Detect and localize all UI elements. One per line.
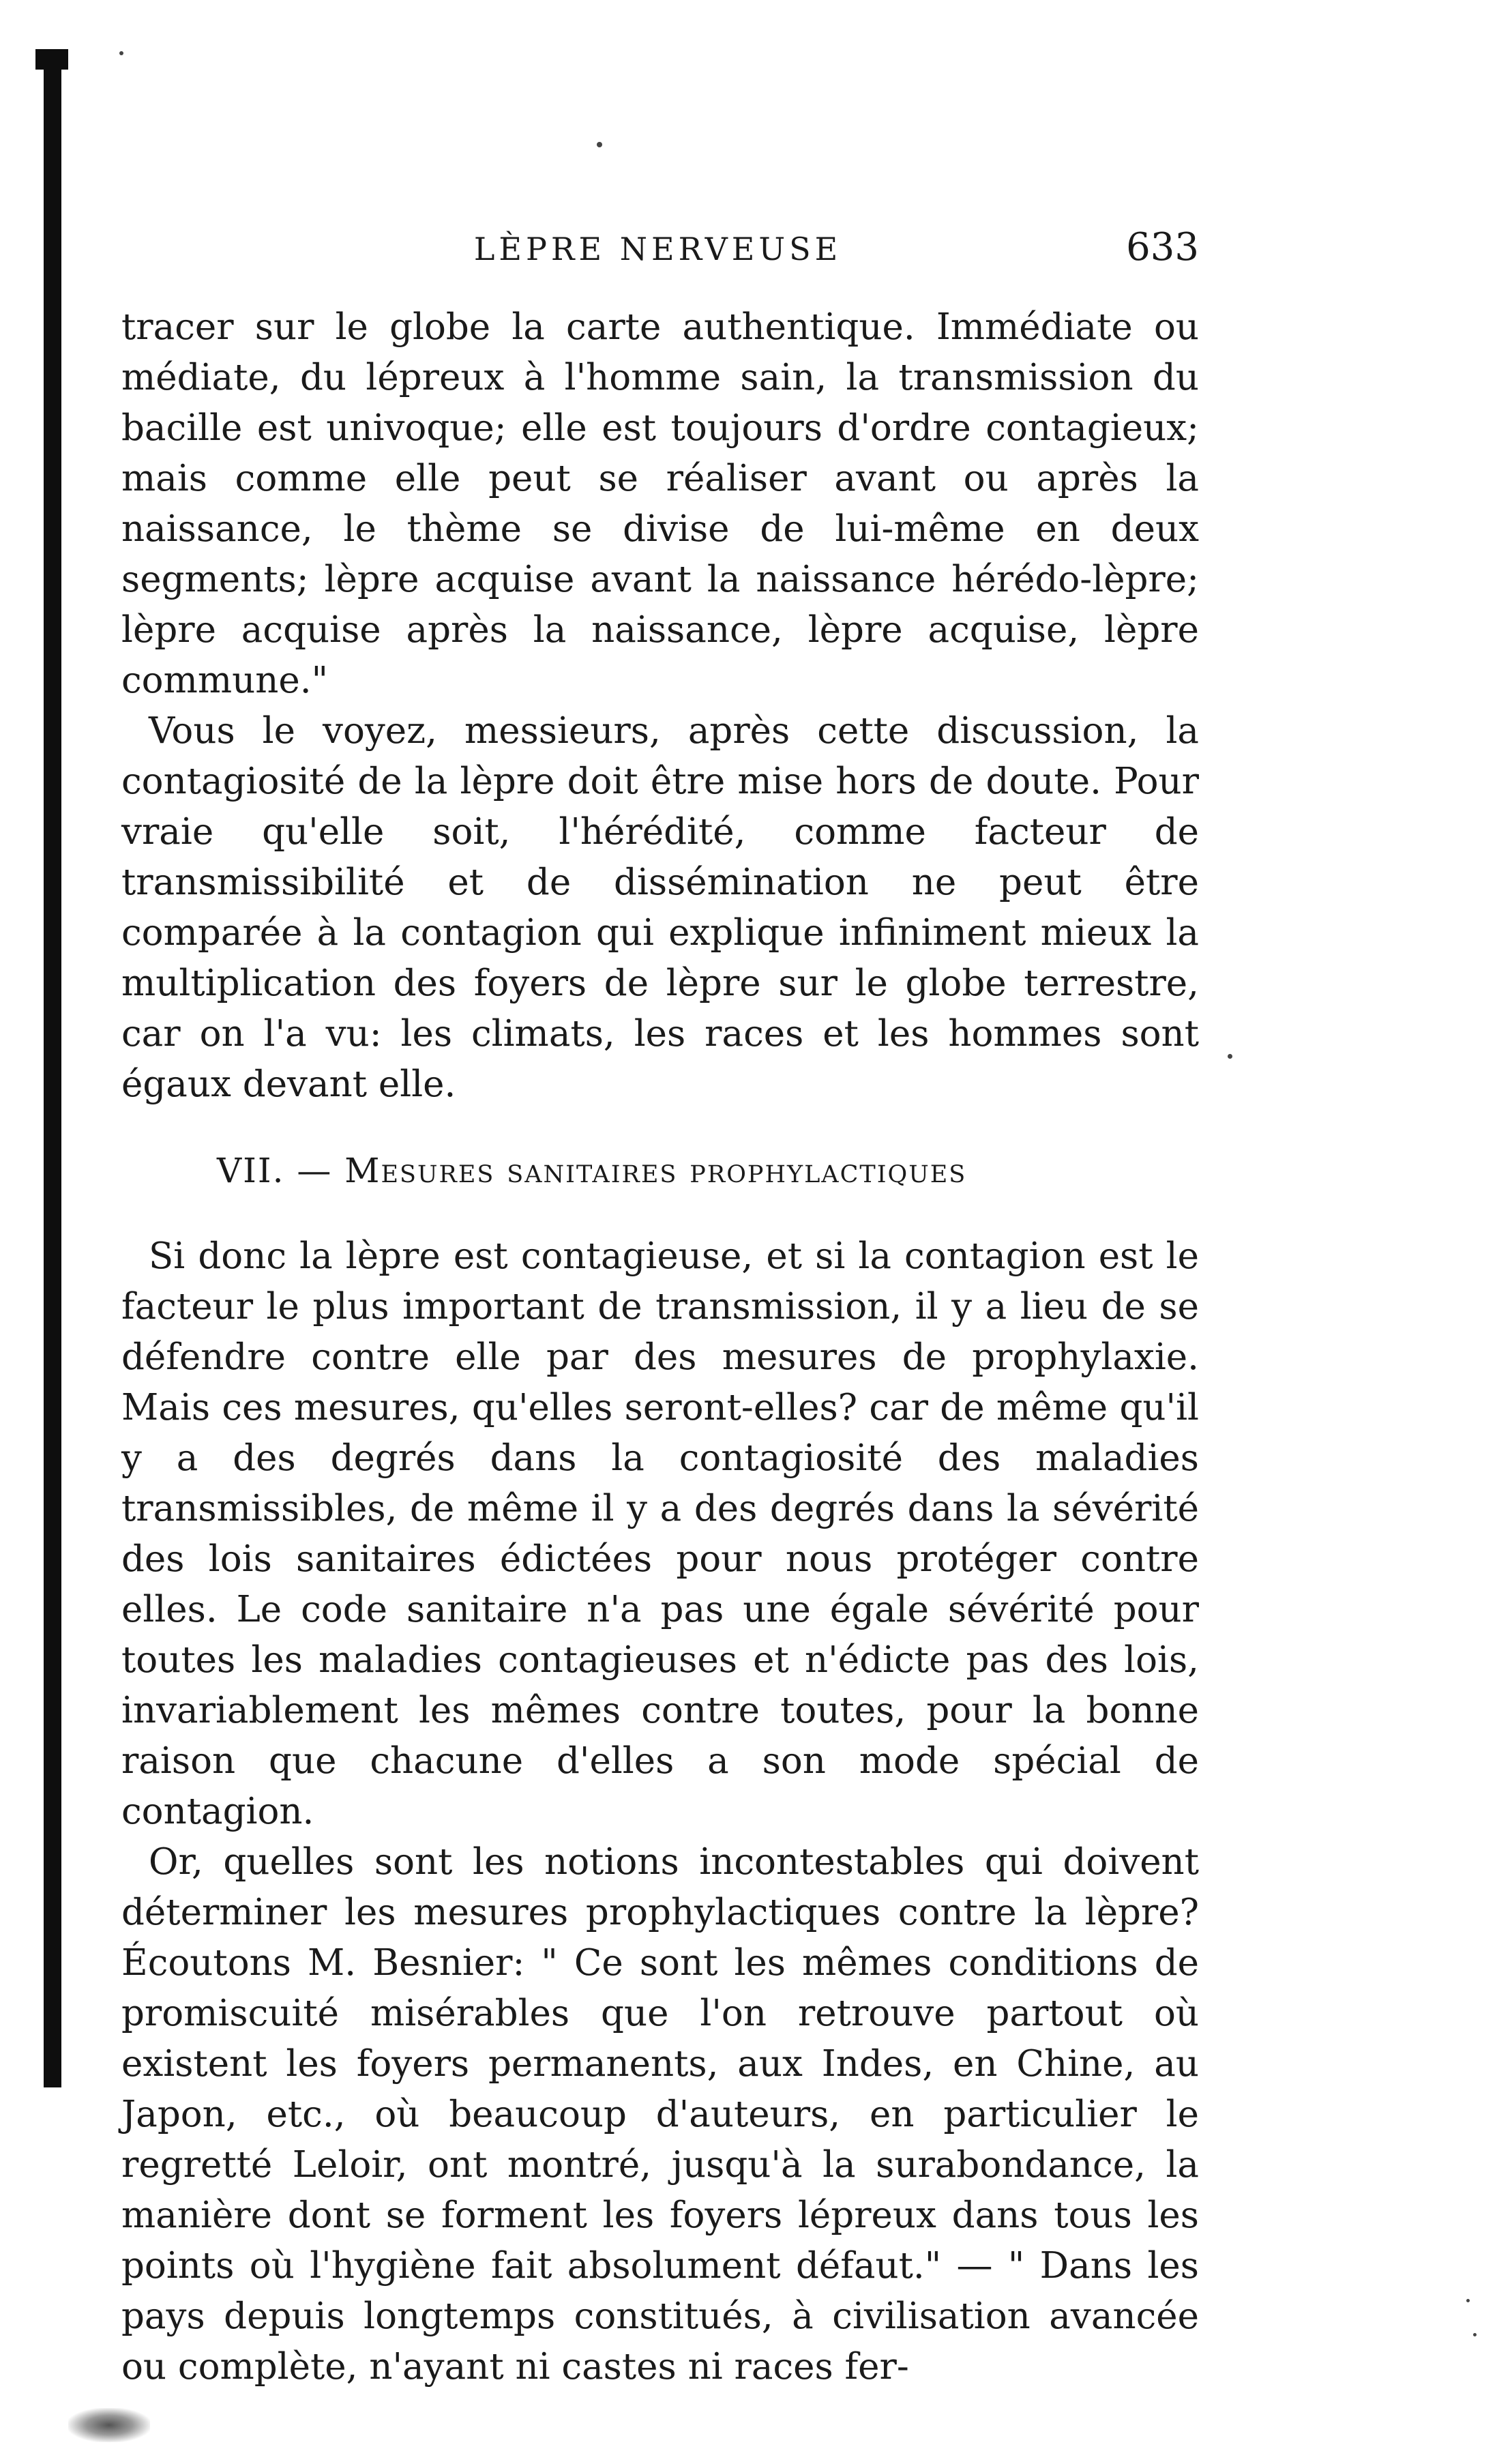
page-number: 633	[1126, 225, 1199, 269]
paragraph: Si donc la lèpre est contagieuse, et si la contagion est le facteur le plus important de transmission, il y a lieu de se défendre contre elle par des mesures de prophylaxie. Mais ces mesures, qu'elles seront-elles? car de même qu'il y a des degrés dans la contagiosité des maladies transmissibles, de même il y a des degrés dans la sévérité des lois sanitaires édictées pour nous protéger contre elles. Le code sanitaire n'a pas une égale sévérité pour toutes les maladies contagieuses et n'édicte pas des lois, invariablement les mêmes contre toutes, pour la bonne raison que chacune d'elles a son mode spécial de contagion.	[121, 1235, 1199, 1832]
print-speck	[119, 51, 123, 55]
print-speck	[1466, 2299, 1470, 2302]
print-speck	[597, 142, 602, 147]
paragraph: Vous le voyez, messieurs, après cette discussion, la contagiosité de la lèpre doit être mise hors de doute. Pour vraie qu'elle soit, l'hérédité, comme facteur de transmissibilité et de dissémination ne peut être comparée à la contagion qui explique infiniment mieux la multiplication des foyers de lèpre sur le globe terrestre, car on l'a vu: les climats, les races et les hommes sont égaux devant elle.	[121, 710, 1199, 1105]
running-head	[121, 225, 1199, 269]
print-speck	[1228, 1054, 1232, 1059]
binding-edge	[44, 55, 61, 2087]
running-title: LÈPRE NERVEUSE	[473, 231, 842, 267]
paragraph: Or, quelles sont les notions incontestables qui doivent déterminer les mesures prophylactiques contre la lèpre? Écoutons M. Besnier: " Ce sont les mêmes conditions de promiscuité misérables que l'on retrouve partout où existent les foyers permanents, aux Indes, en Chine, au Japon, etc., où beaucoup d'auteurs, en particulier le regretté Leloir, ont montré, jusqu'à la surabondance, la manière dont se forment les foyers lépreux dans tous les points où l'hygiène fait absolument défaut." — " Dans les pays depuis longtemps constitués, à civilisation avancée ou complète, n'ayant ni castes ni races fer-	[121, 1841, 1199, 2388]
paragraph: tracer sur le globe la carte authentique. Immédiate ou médiate, du lépreux à l'homme sain, la transmission du bacille est univoque; elle est toujours d'ordre contagieux; mais comme elle peut se réaliser avant ou après la naissance, le thème se divise de lui-même en deux segments; lèpre acquise avant la naissance hérédo-lèpre; lèpre acquise après la naissance, lèpre acquise, lèpre commune."	[121, 306, 1199, 701]
section-heading: VII. — Mesures sanitaires prophylactiques	[217, 1151, 967, 1190]
print-speck	[1473, 2333, 1477, 2336]
print-smudge	[68, 2408, 150, 2442]
page-body	[121, 225, 1199, 2392]
